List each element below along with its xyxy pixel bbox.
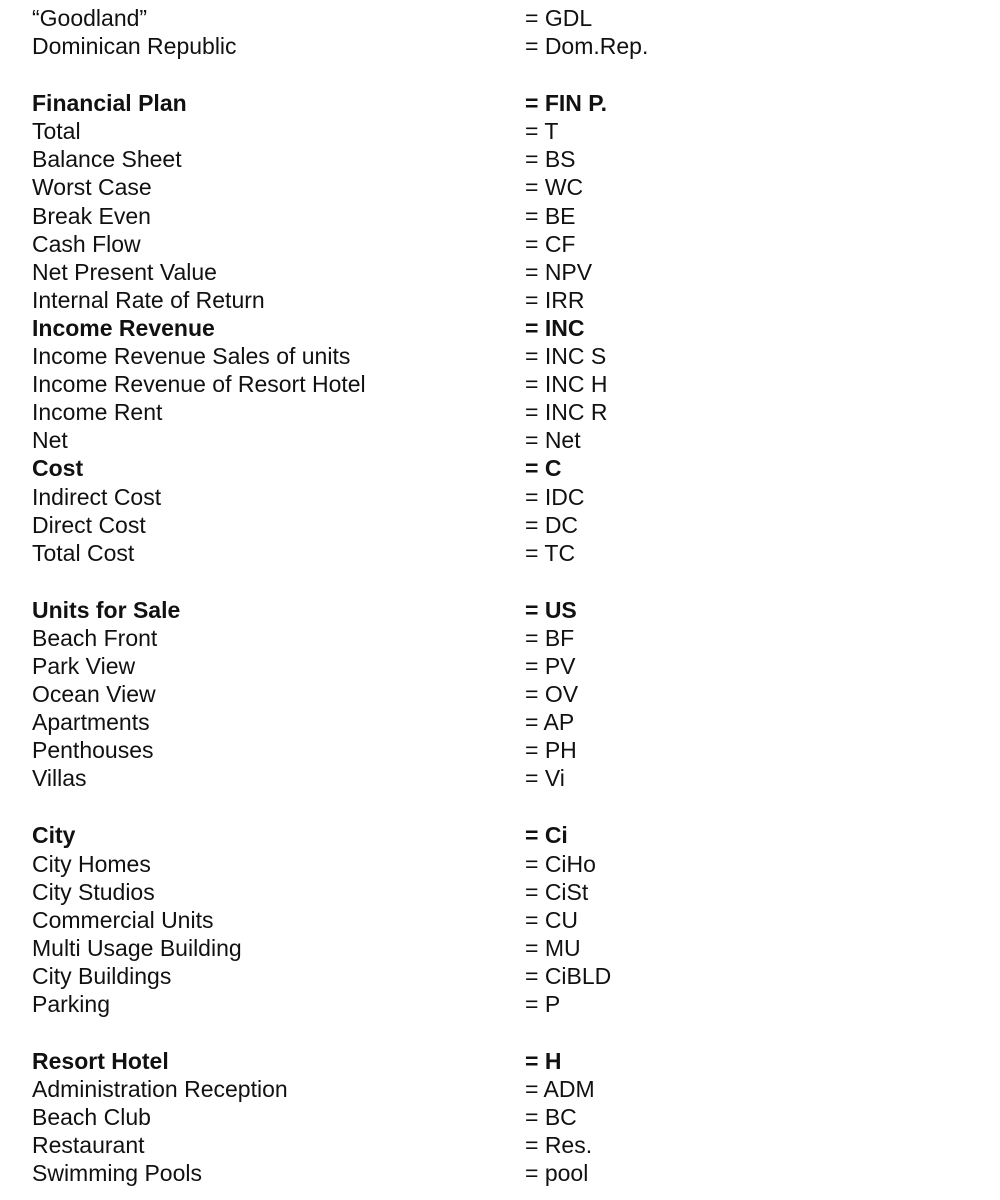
abbreviation-row — [0, 173, 1000, 201]
section-heading-row — [0, 89, 1000, 117]
section-heading-row — [0, 1047, 1000, 1075]
abbreviation-label: = GDL — [525, 5, 593, 31]
section-heading-abbreviation: = C — [525, 455, 562, 482]
abbreviation-label: = BS — [525, 146, 576, 173]
abbreviation-label: = PV — [525, 652, 576, 679]
term-label: City Homes — [32, 850, 151, 877]
abbreviation-label: = Dom.Rep. — [525, 33, 649, 60]
abbreviation-label: = pool — [525, 1160, 589, 1187]
term-label: Indirect Cost — [32, 483, 162, 510]
section-heading-abbreviation: = H — [525, 1048, 562, 1075]
term-label: Direct Cost — [32, 511, 146, 538]
abbreviation-label: = DC — [525, 511, 579, 538]
term-label: Worst Case — [32, 174, 152, 201]
section-heading-abbreviation: = US — [525, 596, 577, 623]
abbreviation-row — [0, 398, 1000, 426]
section-spacer — [0, 792, 1000, 821]
abbreviation-label: = TC — [525, 539, 576, 566]
abbreviation-row — [0, 426, 1000, 454]
abbreviation-row — [0, 1103, 1000, 1131]
section-heading-row — [0, 821, 1000, 849]
abbreviation-row — [0, 539, 1000, 567]
abbreviation-label: = Net — [525, 427, 581, 454]
abbreviation-row — [0, 764, 1000, 792]
term-label: Dominican Republic — [32, 33, 237, 60]
abbreviation-label: = AP — [525, 709, 575, 736]
abbreviation-row — [0, 202, 1000, 230]
abbreviation-label: = Res. — [525, 1132, 593, 1159]
abbreviation-label: = WC — [525, 174, 584, 201]
abbreviation-row — [0, 906, 1000, 934]
section-heading-term: Units for Sale — [32, 596, 181, 623]
section-heading-abbreviation: = Ci — [525, 822, 568, 849]
abbreviation-row — [0, 1159, 1000, 1187]
abbreviation-row — [0, 680, 1000, 708]
abbreviation-row — [0, 286, 1000, 314]
section-heading-abbreviation: = INC — [525, 314, 585, 341]
abbreviation-label: = CiHo — [525, 850, 596, 877]
term-label: Swimming Pools — [32, 1160, 202, 1187]
abbreviation-row — [0, 483, 1000, 511]
abbreviation-row — [0, 4, 1000, 32]
abbreviation-label: = IDC — [525, 483, 585, 510]
term-label: Internal Rate of Return — [32, 286, 265, 313]
section-heading-term: City — [32, 822, 76, 849]
abbreviation-row — [0, 1075, 1000, 1103]
term-label: Cash Flow — [32, 230, 141, 257]
term-label: Total — [32, 118, 81, 145]
abbreviation-row — [0, 962, 1000, 990]
abbreviation-row — [0, 934, 1000, 962]
section-heading-term: Financial Plan — [32, 90, 187, 117]
section-heading-row — [0, 454, 1000, 482]
abbreviation-label: = PH — [525, 737, 577, 764]
abbreviation-label: = IRR — [525, 286, 585, 313]
term-label: Administration Reception — [32, 1076, 288, 1103]
term-label: “Goodland” — [32, 5, 148, 31]
term-label: Income Revenue Sales of units — [32, 343, 351, 370]
abbreviation-label: = Vi — [525, 765, 565, 792]
term-label: City Buildings — [32, 962, 172, 989]
abbreviation-row — [0, 258, 1000, 286]
abbreviation-row — [0, 990, 1000, 1018]
term-label: Net Present Value — [32, 258, 217, 285]
abbreviation-row — [0, 708, 1000, 736]
abbreviation-row — [0, 32, 1000, 60]
section-heading-term: Cost — [32, 455, 84, 482]
term-label: Park View — [32, 652, 136, 679]
abbreviation-label: = P — [525, 991, 561, 1017]
abbreviation-label: = BE — [525, 202, 576, 229]
term-label: Restaurant — [32, 1132, 145, 1159]
term-label: Beach Club — [32, 1104, 151, 1131]
abbreviation-label: = INC H — [525, 371, 608, 398]
abbreviation-row — [0, 511, 1000, 539]
abbreviation-label: = BF — [525, 624, 575, 651]
abbreviation-row — [0, 736, 1000, 764]
term-label: Net — [32, 427, 68, 454]
abbreviation-row — [0, 370, 1000, 398]
term-label: Multi Usage Building — [32, 934, 242, 961]
abbreviation-label: = BC — [525, 1104, 577, 1131]
abbreviation-label: = INC S — [525, 343, 607, 370]
section-heading-term: Income Revenue — [32, 314, 215, 341]
term-label: Break Even — [32, 202, 151, 229]
abbreviation-label: = CiSt — [525, 878, 589, 905]
abbreviation-list — [0, 4, 1000, 1188]
abbreviation-row — [0, 652, 1000, 680]
abbreviation-label: = INC R — [525, 399, 608, 426]
abbreviation-row — [0, 230, 1000, 258]
term-label: Total Cost — [32, 539, 135, 566]
term-label: Ocean View — [32, 681, 156, 708]
abbreviation-label: = CF — [525, 230, 576, 257]
abbreviation-row — [0, 850, 1000, 878]
abbreviation-label: = MU — [525, 934, 581, 961]
term-label: Commercial Units — [32, 906, 214, 933]
abbreviation-row — [0, 117, 1000, 145]
term-label: Penthouses — [32, 737, 154, 764]
abbreviation-label: = NPV — [525, 258, 593, 285]
section-spacer — [0, 567, 1000, 596]
term-label: City Studios — [32, 878, 155, 905]
abbreviation-label: = T — [525, 118, 559, 145]
abbreviation-label: = CU — [525, 906, 579, 933]
abbreviation-row — [0, 624, 1000, 652]
abbreviation-row — [0, 878, 1000, 906]
abbreviation-label: = CiBLD — [525, 962, 612, 989]
term-label: Parking — [32, 991, 110, 1017]
section-heading-abbreviation: = FIN P. — [525, 90, 608, 117]
term-label: Income Revenue of Resort Hotel — [32, 371, 366, 398]
term-label: Villas — [32, 765, 87, 792]
section-spacer — [0, 60, 1000, 89]
abbreviation-row — [0, 145, 1000, 173]
term-label: Income Rent — [32, 399, 163, 426]
abbreviation-label: = ADM — [525, 1076, 595, 1103]
section-spacer — [0, 1018, 1000, 1047]
abbreviation-row — [0, 342, 1000, 370]
term-label: Beach Front — [32, 624, 158, 651]
term-label: Balance Sheet — [32, 146, 182, 173]
abbreviation-row — [0, 1131, 1000, 1159]
term-label: Apartments — [32, 709, 150, 736]
abbreviation-label: = OV — [525, 681, 579, 708]
section-heading-row — [0, 596, 1000, 624]
section-heading-row — [0, 314, 1000, 342]
section-heading-term: Resort Hotel — [32, 1048, 169, 1075]
